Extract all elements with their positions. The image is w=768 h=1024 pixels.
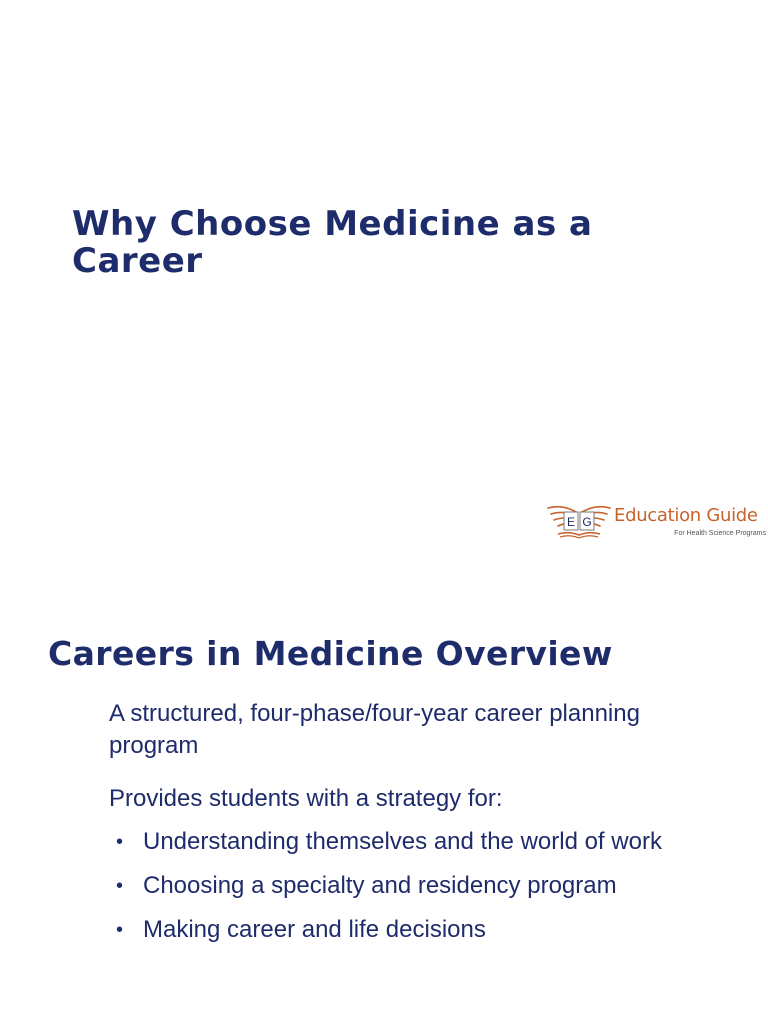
- education-guide-logo: [546, 496, 768, 546]
- list-item-text: Making career and life decisions: [143, 916, 486, 943]
- slide-2-title: Careers in Medicine Overview: [48, 634, 613, 673]
- slide-2: [0, 580, 768, 1024]
- bullet-icon: •: [116, 875, 124, 897]
- logo-letter-g: G: [582, 515, 592, 529]
- book-wings-icon: [546, 498, 612, 542]
- list-item-text: Choosing a specialty and residency program: [143, 872, 617, 899]
- logo-letter-e: E: [566, 515, 576, 529]
- bullet-icon: •: [116, 831, 124, 853]
- overview-paragraph: A structured, four-phase/four-year career planning program: [109, 700, 640, 759]
- logo-tagline: For Health Science Programs: [674, 530, 766, 537]
- bullet-icon: •: [116, 919, 124, 941]
- list-item-text: Understanding themselves and the world of work: [143, 828, 662, 855]
- strategy-intro: Provides students with a strategy for:: [109, 785, 503, 812]
- slide-1-title: Why Choose Medicine as a Career: [72, 204, 593, 281]
- logo-name: Education Guide: [614, 505, 758, 526]
